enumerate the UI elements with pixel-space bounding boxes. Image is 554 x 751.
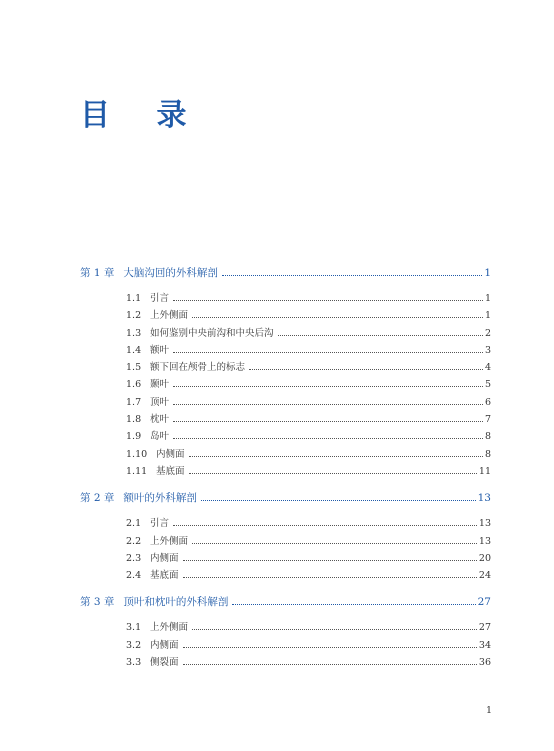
leader-dots [232, 604, 475, 605]
section-page: 27 [478, 622, 491, 634]
section-number: 3.1 [126, 622, 142, 634]
section-page: 3 [484, 344, 491, 356]
leader-dots [278, 335, 483, 336]
section-title: 额下回在颅骨上的标志 [150, 362, 246, 374]
section-page: 13 [478, 535, 491, 547]
section-title: 额叶 [150, 344, 170, 356]
section-number: 1.8 [126, 414, 142, 426]
section-number: 1.5 [126, 362, 142, 374]
section-title: 顶叶 [150, 396, 170, 408]
section-title: 枕叶 [150, 414, 170, 426]
toc-section[interactable] [126, 342, 491, 359]
section-title: 上外侧面 [150, 535, 189, 547]
section-title: 侧裂面 [150, 657, 179, 669]
chapter-number: 第 3 章 [80, 596, 115, 609]
section-page: 11 [478, 465, 491, 477]
section-number: 1.9 [126, 431, 142, 443]
leader-dots [222, 275, 482, 276]
leader-dots [201, 500, 476, 501]
section-number: 1.1 [126, 293, 142, 304]
chapter-sections [126, 290, 491, 480]
section-number: 1.10 [126, 448, 148, 460]
toc-section[interactable] [126, 411, 491, 428]
section-title: 基底面 [156, 465, 185, 477]
section-number: 1.3 [126, 327, 142, 339]
chapter-sections [126, 619, 491, 671]
section-page: 1 [484, 310, 491, 322]
toc-section[interactable] [126, 515, 491, 532]
toc-section[interactable] [126, 637, 491, 654]
section-number: 3.2 [126, 639, 142, 651]
section-number: 1.6 [126, 379, 142, 391]
section-title: 基底面 [150, 570, 179, 582]
section-number: 1.2 [126, 310, 142, 322]
section-title: 如何鉴别中央前沟和中央后沟 [150, 327, 274, 339]
section-title: 引言 [150, 293, 170, 304]
section-page: 8 [484, 431, 491, 443]
section-title: 内侧面 [150, 552, 179, 564]
section-page: 4 [484, 362, 491, 374]
toc-chapter[interactable] [80, 265, 491, 282]
chapter-page: 13 [477, 492, 491, 505]
section-number: 1.7 [126, 396, 142, 408]
section-title: 内侧面 [156, 448, 185, 460]
section-page: 34 [478, 639, 491, 651]
chapter-page: 27 [477, 596, 491, 609]
section-number: 2.2 [126, 535, 142, 547]
section-title: 岛叶 [150, 431, 170, 443]
chapter-number: 第 2 章 [80, 492, 115, 505]
toc-section[interactable] [126, 428, 491, 445]
chapter-page: 1 [484, 267, 491, 279]
section-number: 3.3 [126, 657, 142, 669]
leader-dots [249, 369, 483, 370]
toc-section[interactable] [126, 550, 491, 567]
toc-chapter[interactable] [80, 490, 491, 507]
leader-dots [192, 317, 483, 318]
section-number: 1.11 [126, 465, 148, 477]
section-number: 2.4 [126, 570, 142, 582]
section-title: 内侧面 [150, 639, 179, 651]
toc-chapter[interactable] [80, 594, 491, 611]
section-number: 1.4 [126, 344, 142, 356]
leader-dots [173, 438, 483, 439]
toc-section[interactable] [126, 376, 491, 393]
leader-dots [183, 664, 477, 665]
leader-dots [183, 577, 477, 578]
toc-section[interactable] [126, 567, 491, 584]
toc-section[interactable] [126, 533, 491, 550]
leader-dots [189, 456, 483, 457]
leader-dots [173, 386, 483, 387]
leader-dots [192, 543, 477, 544]
section-page: 13 [478, 518, 491, 530]
section-page: 5 [484, 379, 491, 391]
section-page: 7 [484, 414, 491, 426]
section-page: 1 [484, 293, 491, 304]
section-page: 2 [484, 327, 491, 339]
section-number: 2.3 [126, 552, 142, 564]
section-title: 引言 [150, 518, 170, 530]
toc-section[interactable] [126, 290, 491, 307]
table-of-contents [80, 265, 491, 681]
chapter-number: 第 1 章 [80, 267, 115, 279]
leader-dots [189, 473, 477, 474]
leader-dots [173, 525, 477, 526]
toc-section[interactable] [126, 394, 491, 411]
toc-section[interactable] [126, 463, 491, 480]
chapter-title: 额叶的外科解剖 [123, 492, 197, 505]
leader-dots [192, 629, 477, 630]
section-page: 6 [484, 396, 491, 408]
toc-section[interactable] [126, 307, 491, 324]
page-title: 目 录 [80, 98, 205, 133]
section-number: 2.1 [126, 518, 142, 530]
section-page: 20 [478, 552, 491, 564]
leader-dots [183, 560, 477, 561]
section-title: 上外侧面 [150, 310, 189, 322]
toc-section[interactable] [126, 325, 491, 342]
leader-dots [173, 404, 483, 405]
leader-dots [173, 300, 483, 301]
toc-section[interactable] [126, 619, 491, 636]
leader-dots [173, 352, 483, 353]
section-title: 上外侧面 [150, 622, 189, 634]
toc-section[interactable] [126, 359, 491, 376]
section-page: 36 [478, 657, 491, 669]
chapter-title: 大脑沟回的外科解剖 [123, 267, 218, 279]
leader-dots [173, 421, 483, 422]
chapter-title: 顶叶和枕叶的外科解剖 [123, 596, 229, 609]
toc-section[interactable] [126, 654, 491, 671]
page-number: 1 [486, 705, 493, 716]
toc-section[interactable] [126, 446, 491, 463]
chapter-sections [126, 515, 491, 584]
section-page: 8 [484, 448, 491, 460]
section-title: 颞叶 [150, 379, 170, 391]
section-page: 24 [478, 570, 491, 582]
leader-dots [183, 647, 477, 648]
